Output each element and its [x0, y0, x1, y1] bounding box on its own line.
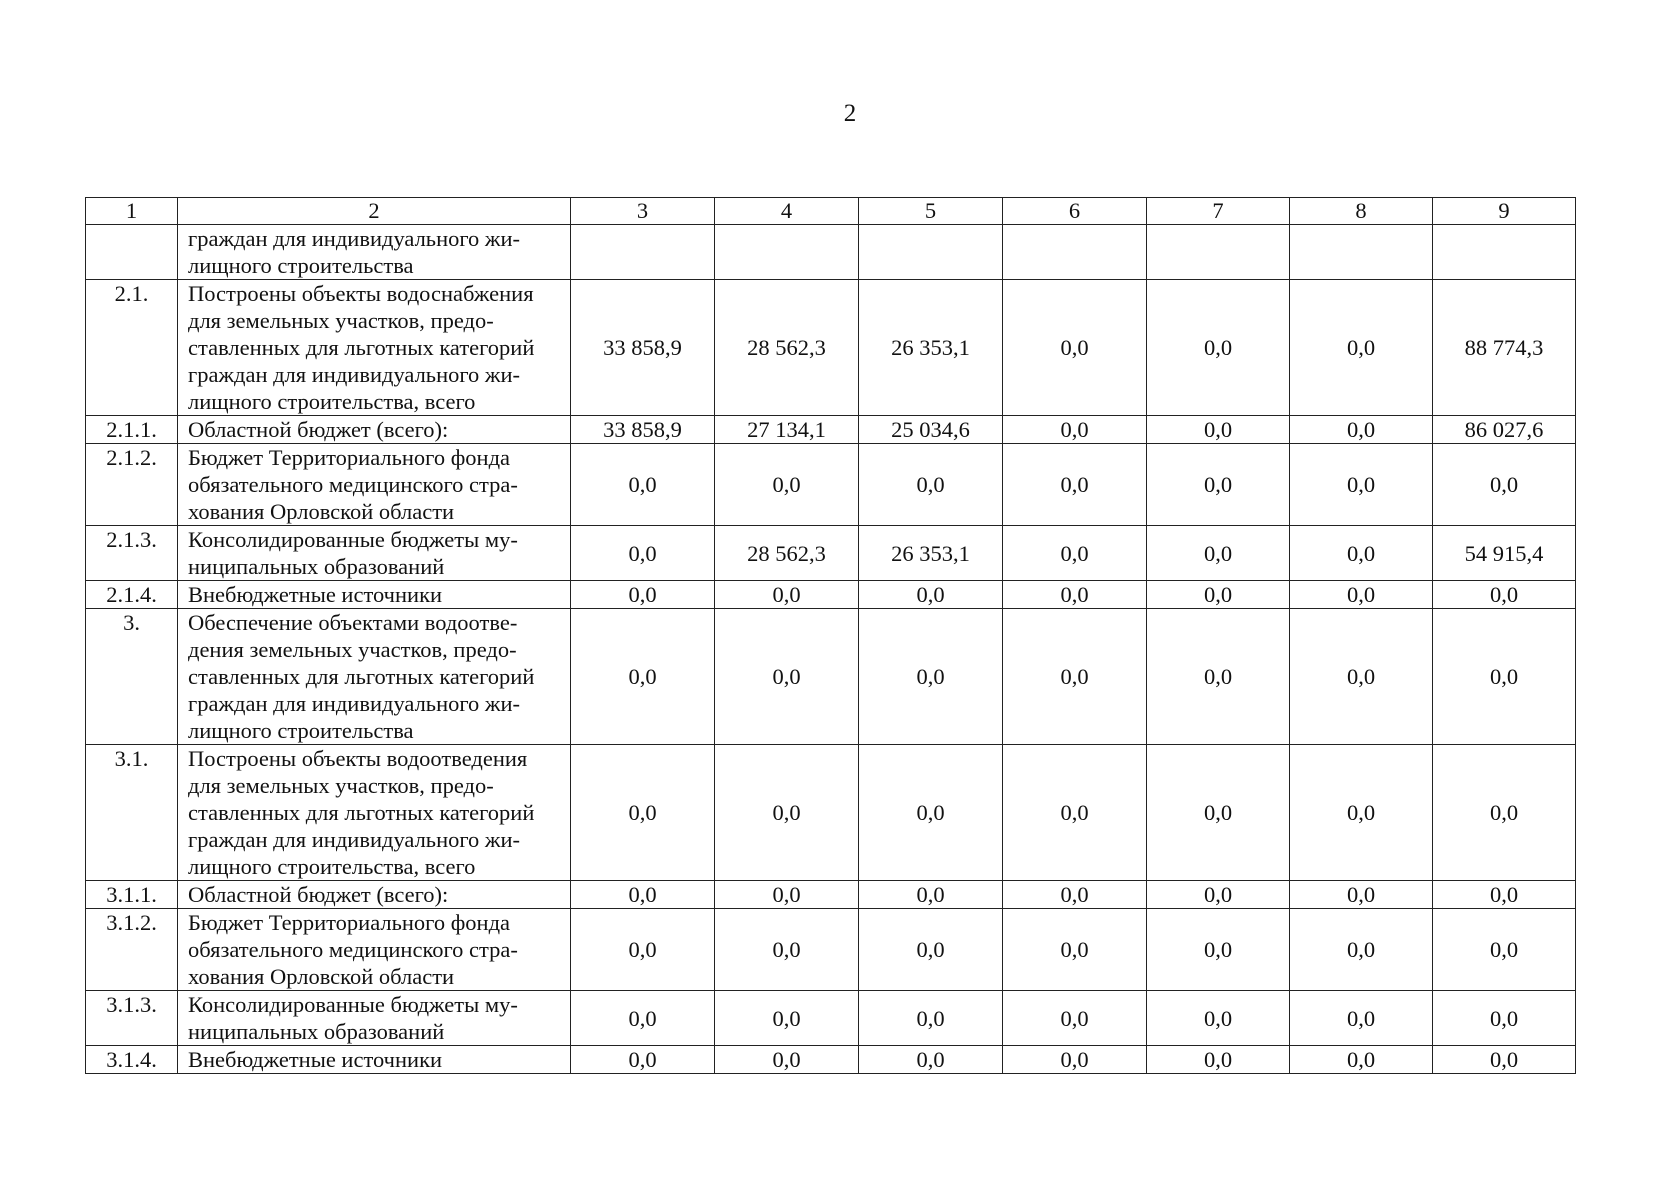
table-row	[86, 1046, 1576, 1074]
row-description-cell	[178, 1046, 571, 1074]
value-cell: 0,0	[571, 526, 715, 581]
budget-table	[85, 197, 1576, 1074]
row-code-cell: 2.1.	[86, 280, 178, 416]
value-cell: 0,0	[1290, 444, 1433, 526]
value-cell: 0,0	[1003, 881, 1147, 909]
header-cell: 2	[178, 198, 571, 225]
description-line: Консолидированные бюджеты му-	[188, 992, 518, 1017]
value-cell: 0,0	[571, 991, 715, 1046]
row-code-cell: 2.1.4.	[86, 581, 178, 609]
value-cell: 0,0	[1003, 444, 1147, 526]
table-body	[86, 198, 1576, 1074]
value-cell: 0,0	[859, 881, 1003, 909]
value-cell: 28 562,3	[715, 280, 859, 416]
value-cell	[571, 225, 715, 280]
value-cell: 0,0	[571, 609, 715, 745]
header-cell: 4	[715, 198, 859, 225]
description-line: обязательного медицинского стра-	[188, 937, 518, 962]
value-cell: 0,0	[1003, 526, 1147, 581]
value-cell: 0,0	[1003, 609, 1147, 745]
value-cell	[715, 225, 859, 280]
value-cell: 0,0	[1433, 745, 1576, 881]
row-description-cell	[178, 526, 571, 581]
description-line: для земельных участков, предо-	[188, 773, 494, 798]
header-cell: 8	[1290, 198, 1433, 225]
value-cell: 86 027,6	[1433, 416, 1576, 444]
value-cell: 0,0	[1147, 909, 1290, 991]
description-line: обязательного медицинского стра-	[188, 472, 518, 497]
header-cell: 7	[1147, 198, 1290, 225]
value-cell: 0,0	[1147, 991, 1290, 1046]
value-cell: 28 562,3	[715, 526, 859, 581]
table-row	[86, 745, 1576, 881]
description-line: граждан для индивидуального жи-	[188, 827, 520, 852]
description-line: граждан для индивидуального жи-	[188, 362, 520, 387]
description-line: ставленных для льготных категорий	[188, 664, 535, 689]
value-cell	[1003, 225, 1147, 280]
table-row	[86, 909, 1576, 991]
value-cell: 0,0	[1147, 280, 1290, 416]
value-cell: 0,0	[859, 581, 1003, 609]
description-line: Внебюджетные источники	[188, 582, 443, 607]
description-line: дения земельных участков, предо-	[188, 637, 517, 662]
description-line: лищного строительства, всего	[188, 389, 476, 414]
value-cell: 0,0	[715, 909, 859, 991]
value-cell: 0,0	[859, 444, 1003, 526]
description-line: лищного строительства, всего	[188, 854, 476, 879]
value-cell: 0,0	[1290, 1046, 1433, 1074]
value-cell: 0,0	[859, 745, 1003, 881]
value-cell: 0,0	[1003, 416, 1147, 444]
value-cell: 0,0	[1147, 416, 1290, 444]
value-cell: 33 858,9	[571, 280, 715, 416]
value-cell: 0,0	[571, 881, 715, 909]
table-row	[86, 526, 1576, 581]
value-cell: 0,0	[1003, 581, 1147, 609]
row-code-cell: 2.1.1.	[86, 416, 178, 444]
value-cell: 0,0	[1003, 991, 1147, 1046]
value-cell: 0,0	[1433, 991, 1576, 1046]
value-cell	[859, 225, 1003, 280]
value-cell: 0,0	[1147, 1046, 1290, 1074]
value-cell: 0,0	[1147, 609, 1290, 745]
description-line: Построены объекты водоснабжения	[188, 281, 534, 306]
row-description-cell	[178, 444, 571, 526]
description-line: Бюджет Территориального фонда	[188, 445, 511, 470]
header-cell: 5	[859, 198, 1003, 225]
value-cell: 0,0	[1433, 909, 1576, 991]
value-cell: 0,0	[715, 745, 859, 881]
row-code-cell: 3.	[86, 609, 178, 745]
row-description-cell	[178, 745, 571, 881]
row-code-cell: 3.1.	[86, 745, 178, 881]
value-cell: 0,0	[1147, 526, 1290, 581]
value-cell: 0,0	[1433, 1046, 1576, 1074]
description-line: ниципальных образований	[188, 1019, 445, 1044]
description-line: Внебюджетные источники	[188, 1047, 443, 1072]
description-line: Областной бюджет (всего):	[188, 882, 449, 907]
description-line: хования Орловской области	[188, 964, 455, 989]
row-description-cell	[178, 881, 571, 909]
value-cell: 0,0	[1003, 909, 1147, 991]
row-description-cell	[178, 581, 571, 609]
value-cell: 0,0	[1003, 745, 1147, 881]
value-cell: 0,0	[571, 1046, 715, 1074]
value-cell: 0,0	[715, 581, 859, 609]
row-description-cell	[178, 909, 571, 991]
value-cell: 0,0	[715, 991, 859, 1046]
row-code-cell: 3.1.2.	[86, 909, 178, 991]
value-cell: 0,0	[715, 1046, 859, 1074]
description-line: Областной бюджет (всего):	[188, 417, 449, 442]
row-description-cell	[178, 225, 571, 280]
value-cell: 0,0	[1003, 280, 1147, 416]
table-row	[86, 225, 1576, 280]
value-cell: 26 353,1	[859, 280, 1003, 416]
value-cell: 0,0	[859, 909, 1003, 991]
value-cell: 0,0	[1147, 581, 1290, 609]
row-description-cell	[178, 991, 571, 1046]
description-line: ставленных для льготных категорий	[188, 335, 535, 360]
value-cell: 0,0	[1290, 609, 1433, 745]
value-cell: 0,0	[1290, 526, 1433, 581]
value-cell: 0,0	[859, 1046, 1003, 1074]
table-row	[86, 416, 1576, 444]
table-row	[86, 991, 1576, 1046]
page-number: 2	[843, 100, 857, 127]
table-header-row	[86, 198, 1576, 225]
value-cell: 0,0	[859, 609, 1003, 745]
row-code-cell: 3.1.1.	[86, 881, 178, 909]
row-description-cell	[178, 609, 571, 745]
value-cell	[1433, 225, 1576, 280]
row-description-cell	[178, 416, 571, 444]
value-cell: 0,0	[715, 881, 859, 909]
value-cell: 0,0	[1433, 581, 1576, 609]
value-cell: 0,0	[1003, 1046, 1147, 1074]
table-row	[86, 881, 1576, 909]
description-line: ниципальных образований	[188, 554, 445, 579]
value-cell	[1290, 225, 1433, 280]
value-cell: 0,0	[1147, 745, 1290, 881]
row-code-cell: 2.1.3.	[86, 526, 178, 581]
description-line: лищного строительства	[188, 253, 414, 278]
header-cell: 9	[1433, 198, 1576, 225]
header-cell: 1	[86, 198, 178, 225]
value-cell: 0,0	[1290, 581, 1433, 609]
value-cell: 0,0	[1147, 881, 1290, 909]
value-cell: 0,0	[715, 444, 859, 526]
value-cell: 0,0	[1290, 909, 1433, 991]
value-cell: 25 034,6	[859, 416, 1003, 444]
description-line: Построены объекты водоотведения	[188, 746, 528, 771]
table-row	[86, 444, 1576, 526]
header-cell: 3	[571, 198, 715, 225]
value-cell: 0,0	[1433, 881, 1576, 909]
value-cell: 0,0	[571, 444, 715, 526]
value-cell	[1147, 225, 1290, 280]
description-line: Бюджет Территориального фонда	[188, 910, 511, 935]
value-cell: 0,0	[1433, 444, 1576, 526]
description-line: лищного строительства	[188, 718, 414, 743]
table-row	[86, 609, 1576, 745]
value-cell: 0,0	[1290, 745, 1433, 881]
value-cell: 0,0	[1433, 609, 1576, 745]
description-line: граждан для индивидуального жи-	[188, 691, 520, 716]
value-cell: 54 915,4	[1433, 526, 1576, 581]
table-row	[86, 280, 1576, 416]
description-line: граждан для индивидуального жи-	[188, 226, 520, 251]
value-cell: 26 353,1	[859, 526, 1003, 581]
value-cell: 0,0	[571, 581, 715, 609]
value-cell: 0,0	[859, 991, 1003, 1046]
description-line: Обеспечение объектами водоотве-	[188, 610, 518, 635]
header-cell: 6	[1003, 198, 1147, 225]
value-cell: 0,0	[571, 909, 715, 991]
table-row	[86, 581, 1576, 609]
row-code-cell: 3.1.4.	[86, 1046, 178, 1074]
description-line: для земельных участков, предо-	[188, 308, 494, 333]
description-line: Консолидированные бюджеты му-	[188, 527, 518, 552]
value-cell: 0,0	[1290, 416, 1433, 444]
value-cell: 0,0	[1290, 991, 1433, 1046]
value-cell: 0,0	[571, 745, 715, 881]
value-cell: 33 858,9	[571, 416, 715, 444]
value-cell: 88 774,3	[1433, 280, 1576, 416]
row-code-cell: 2.1.2.	[86, 444, 178, 526]
value-cell: 0,0	[715, 609, 859, 745]
row-code-cell: 3.1.3.	[86, 991, 178, 1046]
row-code-cell	[86, 225, 178, 280]
value-cell: 0,0	[1290, 881, 1433, 909]
description-line: хования Орловской области	[188, 499, 455, 524]
value-cell: 0,0	[1147, 444, 1290, 526]
value-cell: 27 134,1	[715, 416, 859, 444]
value-cell: 0,0	[1290, 280, 1433, 416]
row-description-cell	[178, 280, 571, 416]
description-line: ставленных для льготных категорий	[188, 800, 535, 825]
